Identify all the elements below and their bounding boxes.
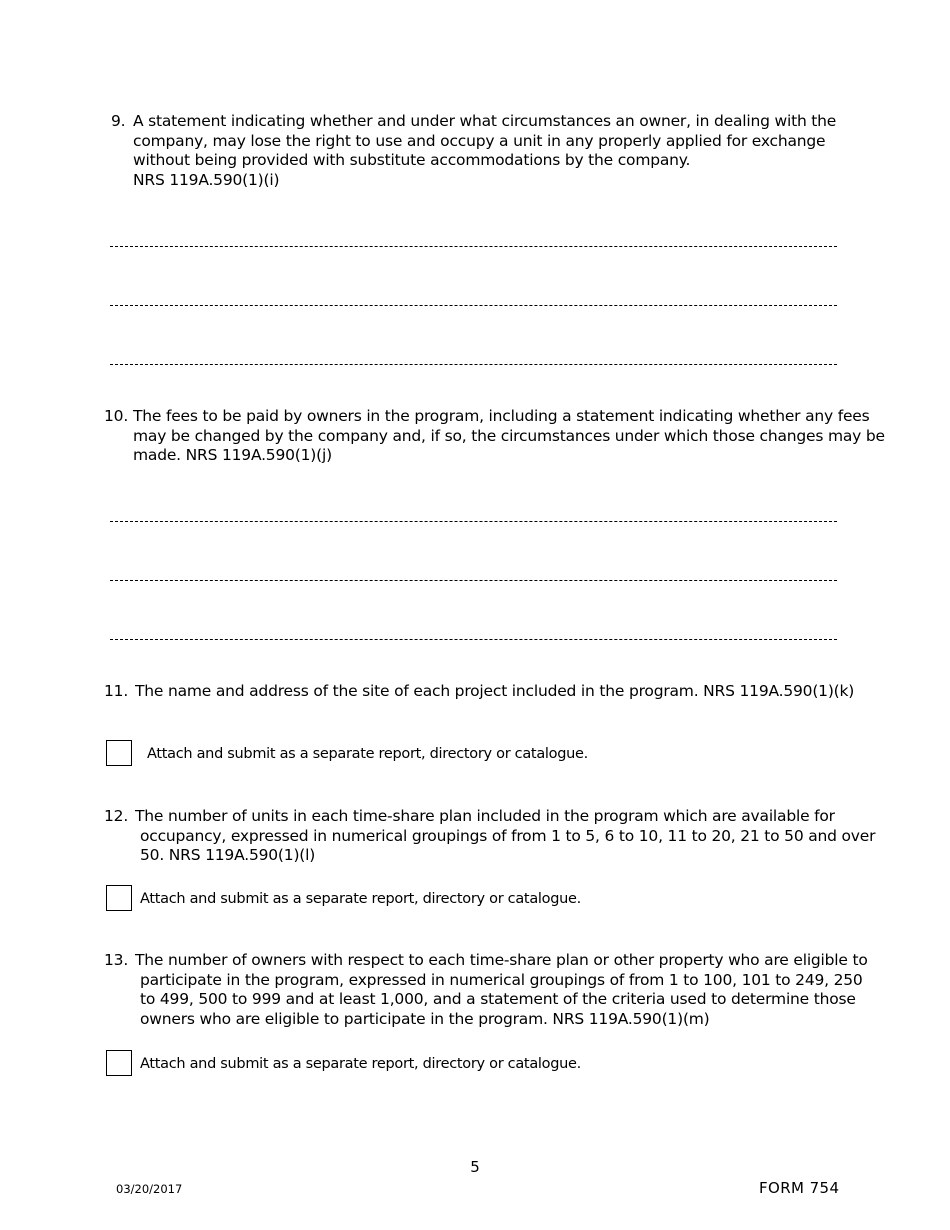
item-text <box>135 807 875 866</box>
attach-checkbox[interactable] <box>106 1050 132 1076</box>
item-line: The fees to be paid by owners in the program, including a statement indicating whether any fees <box>133 407 870 425</box>
answer-line[interactable] <box>110 521 837 522</box>
revision-date: 03/20/2017 <box>116 1182 183 1196</box>
item-line: without being provided with substitute accommodations by the company. <box>133 151 691 169</box>
page-number: 5 <box>470 1158 480 1176</box>
item-number: 9. <box>111 112 126 130</box>
form-number: FORM 754 <box>759 1179 840 1197</box>
checkbox-label: Attach and submit as a separate report, directory or catalogue. <box>147 746 588 762</box>
item-number: 12. <box>104 807 129 825</box>
item-line: to 499, 500 to 999 and at least 1,000, and a statement of the criteria used to determine those <box>140 990 856 1008</box>
item-number: 13. <box>104 951 129 969</box>
item-line: 50. NRS 119A.590(1)(l) <box>140 846 316 864</box>
item-number: 11. <box>104 682 129 700</box>
attach-checkbox[interactable] <box>106 885 132 911</box>
item-line: The name and address of the site of each project included in the program. NRS 119A.590(1)(k) <box>135 682 855 700</box>
item-text <box>133 407 885 466</box>
attach-checkbox[interactable] <box>106 740 132 766</box>
item-line: company, may lose the right to use and occupy a unit in any properly applied for exchange <box>133 131 826 150</box>
checkbox-label: Attach and submit as a separate report, directory or catalogue. <box>140 891 581 907</box>
answer-line[interactable] <box>110 305 837 306</box>
answer-line[interactable] <box>110 246 837 247</box>
attach-option-11 <box>106 740 626 768</box>
item-text <box>133 112 836 190</box>
item-line: A statement indicating whether and under what circumstances an owner, in dealing with the <box>133 112 837 130</box>
attach-option-12 <box>106 885 626 913</box>
answer-line[interactable] <box>110 364 837 365</box>
answer-line[interactable] <box>110 639 837 640</box>
item-text <box>135 951 868 1029</box>
item-line: made. NRS 119A.590(1)(j) <box>133 446 332 464</box>
attach-option-13 <box>106 1050 626 1078</box>
item-line: may be changed by the company and, if so, the circumstances under which those changes may be <box>133 426 885 445</box>
checkbox-label: Attach and submit as a separate report, directory or catalogue. <box>140 1056 581 1072</box>
item-text <box>135 682 854 702</box>
item-line: owners who are eligible to participate in the program. NRS 119A.590(1)(m) <box>140 1009 710 1028</box>
item-line: The number of owners with respect to each time-share plan or other property who are eligible to <box>135 951 868 969</box>
item-line: NRS 119A.590(1)(i) <box>133 170 280 189</box>
item-line: The number of units in each time-share plan included in the program which are available for <box>135 807 835 825</box>
answer-line[interactable] <box>110 580 837 581</box>
item-line: participate in the program, expressed in numerical groupings of from 1 to 100, 101 to 249, 250 <box>140 970 863 989</box>
item-line: occupancy, expressed in numerical groupings of from 1 to 5, 6 to 10, 11 to 20, 21 to 50 and over <box>140 826 876 845</box>
item-number: 10. <box>104 407 129 425</box>
